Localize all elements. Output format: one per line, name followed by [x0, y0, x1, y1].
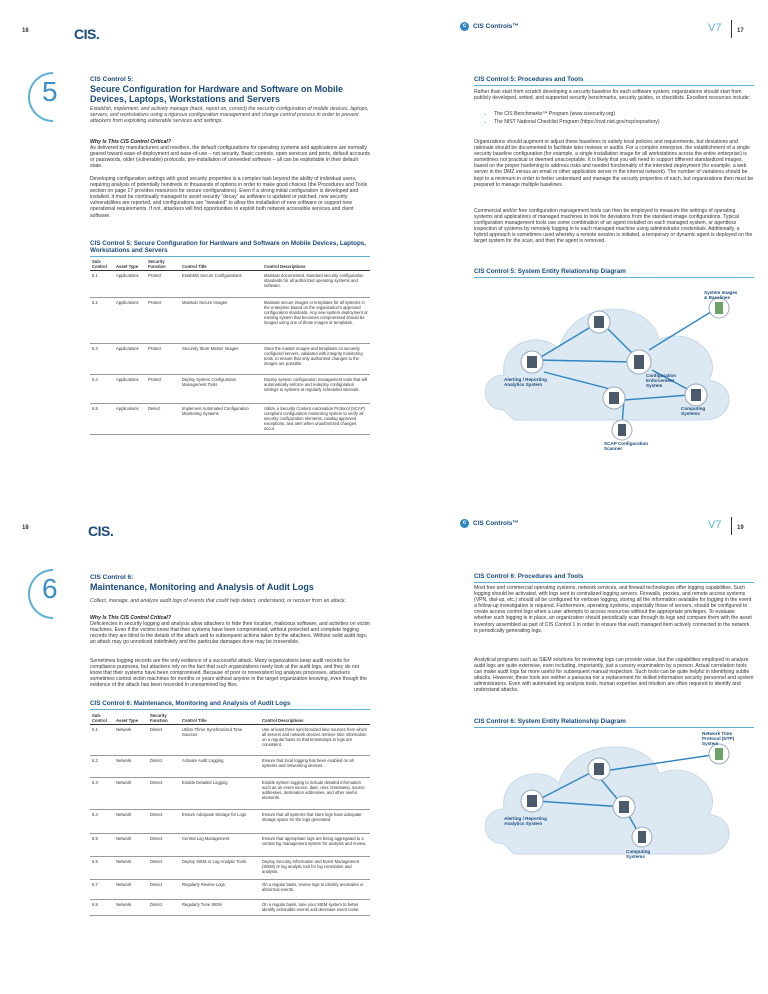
svg-text:Network Time: Network Time [702, 731, 733, 736]
col-security-function: Security Function [148, 712, 180, 725]
svg-text:Alerting / Reporting: Alerting / Reporting [504, 377, 547, 382]
svg-text:Enforcement: Enforcement [646, 378, 675, 383]
procedures-paragraph-3: Commercial and/or free configuration management tools can then be employed to measure the settings of operating systems and applications of managed machines to look for deviations from the standard image configurations. Typical configuration management tools use some combination of an agent installed on each managed system, or agentless inspection of systems by remotely logging in to each managed machine using administrator credentials. Additionally, a hybrid approach is sometimes used whereby a remote session is initiated, a temporary or dynamic agent is deployed on the target system for the scan, and then the agent is removed. [474, 208, 753, 245]
control-label: CIS Control 5: [90, 76, 134, 83]
erd-heading: CIS Control 5: System Entity Relationship Diagram [474, 268, 754, 278]
col-control-description: Control Descriptions [262, 258, 370, 271]
server-icon [709, 744, 729, 764]
page-18 [0, 497, 384, 994]
cis-logo-icon: CIS. [74, 26, 100, 42]
svg-text:Computing: Computing [681, 406, 706, 411]
col-security-function: Security Function [146, 258, 180, 271]
list-item: • The NIST National Checklist Program (https://nvd.nist.gov/ncp/repository) [494, 118, 754, 126]
cis-controls-header: c CIS Controls™ [460, 519, 519, 528]
computer-icon [603, 387, 625, 409]
control-intro: Collect, manage, and analyze audit logs of events that could help detect, understand, or recover from an attack. [90, 598, 347, 604]
table-title: CIS Control 6: Maintenance, Monitoring and Analysis of Audit Logs [90, 700, 370, 710]
version-label: V7 [708, 519, 722, 531]
procedures-heading: CIS Control 5: Procedures and Tools [474, 76, 754, 86]
page-number: 17 [737, 28, 744, 34]
svg-text:Computing: Computing [626, 849, 651, 854]
header-divider [731, 517, 732, 535]
table-row: 5.5 Applications Detect Implement Automated Configuration Monitoring Systems Utilize a Security Content Automation Protocol (SCAP) compliant configuration monitoring system to verify all security configuration elements, catalog approved exceptions, and alert when unauthorized changes occur. [90, 404, 370, 435]
svg-text:Analytics System: Analytics System [504, 382, 543, 387]
computer-icon [588, 311, 610, 333]
table-row: 6.4 Network Detect Ensure Adequate Storage for Logs Ensure that all systems that store logs have adequate storage space for the logs generated. [90, 810, 370, 834]
svg-text:Systems: Systems [626, 854, 645, 859]
svg-text:& Baselines: & Baselines [704, 295, 731, 300]
subcontrol-table [90, 712, 370, 916]
table-row: 5.2 Applications Protect Maintain Secure Images Maintain secure images or templates for all systems in the enterprise based on the organization’s approved configuration standards. Any new system deployment or existing system that becomes compromised should be imaged using one of those images or templates. [90, 298, 370, 344]
cis-controls-icon: c [460, 519, 469, 528]
procedures-paragraph-2: Analytical programs such as SIEM solutions for reviewing logs can provide value, but the capabilities employed to analyze audit logs are quite extensive, even including, importantly, just a cursory examination by a person. Actual correlation tools can make audit logs far more useful for subsequent manual inspection. Such tools can be quite helpful in identifying subtle attacks. However, these tools are neither a panacea nor a replacement for skilled information security personnel and system administrators. Even with automated log analysis tools, human expertise and intuition are often required to identify and understand attacks. [474, 657, 754, 694]
svg-text:Configuration: Configuration [646, 373, 677, 378]
col-asset-type: Asset Type [114, 712, 148, 725]
why-paragraph-2: Sometimes logging records are the only evidence of a successful attack. Many organizations keep audit records for compliance purposes, but attackers rely on the fact that such organizations rarely look at the audit logs, and they do not know that their systems have been compromised. Because of poor or nonexistent log analysis processes, attackers sometimes control victim machines for months or years without anyone in the target organization knowing, even though the evidence of the attack has been recorded in unexamined log files. [90, 658, 367, 689]
page-number: 18 [22, 525, 29, 531]
control-title: Secure Configuration for Hardware and Software on Mobile Devices, Laptops, Workstations and Servers [90, 84, 344, 104]
page-17 [384, 0, 768, 497]
procedures-paragraph-2: Organizations should augment or adjust these baselines to satisfy local policies and requirements, but deviations and rationale should be documented to facilitate later reviews or audits. For a complex enterprise, the establishment of a single security baseline configuration (for example, a single installation image for all workstations across the entire enterprise) is sometimes not practical or deemed unacceptable. It is likely that you will need to support different standardized images, based on the proper hardening to address risks and needed functionality of the intended deployment (for example, a web server in the DMZ versus an email or other application server in the internal network). The number of variations should be kept to a minimum in order to better understand and manage the security properties of each, but organizations then must be prepared to manage multiple baselines. [474, 139, 754, 188]
svg-text:Protocol (NTP): Protocol (NTP) [702, 736, 735, 741]
table-title: CIS Control 5: Secure Configuration for Hardware and Software on Mobile Devices, Laptops, Workstations and Servers [90, 240, 370, 257]
erd-diagram-6 [474, 729, 764, 879]
col-subcontrol: Sub-Control [90, 712, 114, 725]
page-19 [384, 497, 768, 994]
col-asset-type: Asset Type [114, 258, 146, 271]
svg-text:Scanner: Scanner [604, 446, 623, 451]
table-row: 6.5 Network Detect Central Log Management Ensure that appropriate logs are being aggregated to a central log management system for analysis and review. [90, 834, 370, 857]
subcontrol-table [90, 258, 370, 435]
svg-text:System Images: System Images [704, 290, 738, 295]
why-heading: Why Is This CIS Control Critical? [90, 615, 171, 621]
computer-icon [685, 384, 707, 406]
version-label: V7 [708, 22, 722, 34]
server-icon [613, 796, 635, 818]
table-row: 5.4 Applications Protect Deploy System Configuration Management Tools Deploy system configuration management tools that will automatically enforce and redeploy configuration settings to systems at regularly scheduled intervals. [90, 375, 370, 404]
svg-text:Systems: Systems [681, 411, 700, 416]
svg-text:Analytics System: Analytics System [504, 821, 543, 826]
why-paragraph-1: Deficiencies in security logging and analysis allow attackers to hide their location, malicious software, and activities on victim machines. Even if the victims know that their systems have been compromised, without protected and complete logging records they are blind to the details of the attack and to subsequent actions taken by the attackers. Without solid audit logs, an attack may go unnoticed indefinitely and the particular damages done may be irreversible. [90, 621, 371, 646]
table-row: 6.1 Network Detect Utilize Three Synchronized Time Sources Use at least three synchronized time sources from which all servers and network devices retrieve time information on a regular basis so that timestamps in logs are consistent. [90, 725, 370, 756]
svg-text:Alerting / Reporting: Alerting / Reporting [504, 816, 547, 821]
table-row: 6.8 Network Detect Regularly Tune SIEM On a regular basis, tune your SIEM system to better identify actionable events and decrease event noise. [90, 900, 370, 916]
page-number: 16 [22, 28, 29, 34]
control-number: 6 [42, 573, 58, 604]
control-label: CIS Control 6: [90, 574, 134, 581]
list-item: • The CIS Benchmarks™ Program (www.cisecurity.org) [494, 110, 754, 118]
svg-text:System: System [702, 741, 719, 746]
why-heading: Why Is This CIS Control Critical? [90, 139, 171, 145]
server-icon [709, 298, 729, 318]
cis-controls-icon: c [460, 22, 469, 31]
page-16 [0, 0, 384, 497]
procedures-paragraph-1: Most free and commercial operating systems, network services, and firewall technologies offer logging capabilities. Such logging should be activated, with logs sent to centralized logging servers. Firewalls, proxies, and remote access systems (VPN, dial-up, etc.) should all be configured for verbose logging, storing all the information available for logging in the event a follow-up investigation is required. Furthermore, operating systems, especially those of servers, should be configured to create access control logs when a user attempts to access resources without the appropriate privileges. To evaluate whether such logging is in place, an organization should periodically scan through its logs and compare them with the asset inventory assembled as part of CIS Control 1 in order to ensure that each managed item actively connected to the network is periodically generating logs. [474, 585, 752, 634]
table-row: 6.6 Network Detect Deploy SIEM or Log Analytic Tools Deploy Security Information and Event Management (SIEM) or log analytic tool for log correlation and analysis. [90, 857, 370, 880]
table-row: 5.3 Applications Protect Securely Store Master Images Store the master images and templates on securely configured servers, validated with integrity monitoring tools, to ensure that only authorized changes to the images are possible. [90, 344, 370, 375]
cis-logo-icon: CIS. [88, 523, 114, 539]
why-paragraph-1: As delivered by manufacturers and resellers, the default configurations for operating systems and applications are normally geared toward ease-of-deployment and ease-of-use – not security. Basic controls, open services and ports, default accounts or passwords, older (vulnerable) protocols, pre-installation of unneeded software – all can be exploitable in their default state. [90, 145, 370, 170]
col-control-title: Control Title [180, 258, 262, 271]
computer-icon [521, 790, 543, 812]
procedures-paragraph-1: Rather than start from scratch developing a security baseline for each software system, organizations should start from publicly developed, vetted, and supported security benchmarks, security guides, or checklists. Excellent resources include: [474, 89, 751, 102]
procedures-heading: CIS Control 6: Procedures and Tools [474, 573, 754, 583]
table-row: 6.7 Network Detect Regularly Review Logs On a regular basis, review logs to identify anomalies or abnormal events. [90, 880, 370, 900]
control-title: Maintenance, Monitoring and Analysis of Audit Logs [90, 582, 314, 592]
col-control-description: Control Descriptions [260, 712, 370, 725]
svg-text:SCAP Configuration: SCAP Configuration [604, 441, 649, 446]
server-icon [627, 350, 651, 374]
page-number: 19 [737, 525, 744, 531]
header-divider [731, 20, 732, 38]
table-row: 6.3 Network Detect Enable Detailed Logging Enable system logging to include detailed information such as an event source, date, user, timestamp, source addresses, destination addresses, and other useful elements. [90, 778, 370, 810]
computer-icon [588, 758, 610, 780]
computer-icon [632, 827, 652, 847]
cis-controls-header: c CIS Controls™ [460, 22, 519, 31]
erd-heading: CIS Control 6: System Entity Relationship Diagram [474, 718, 754, 728]
table-row: 5.1 Applications Protect Establish Secure Configurations Maintain documented, standard security configuration standards for all authorized operating systems and software. [90, 271, 370, 298]
computer-icon [612, 420, 632, 440]
resource-list [484, 110, 754, 126]
computer-icon [521, 351, 543, 373]
control-intro: Establish, implement, and actively manage (track, report on, correct) the security configuration of mobile devices, laptops, servers, and workstations using a rigorous configuration management and change control process in order to prevent attackers from exploiting vulnerable services and settings. [90, 106, 369, 125]
table-row: 6.2 Network Detect Activate Audit Logging Ensure that local logging has been enabled on all systems and networking devices. [90, 756, 370, 778]
col-control-title: Control Title [180, 712, 260, 725]
why-paragraph-2: Developing configuration settings with good security properties is a complex task beyond the ability of individual users, requiring analysis of potentially hundreds or thousands of options in order to make good choices (the Procedures and Tools section on page 17 provides resources for secure configurations). Even if a strong initial configuration is developed and installed, it must be continually managed to avoid security “decay” as software is updated or patched, new security vulnerabilities are reported, and configurations are “tweaked” to allow the installation of new software or support new operational requirements. If not, attackers will find opportunities to exploit both network accessible services and client software. [90, 176, 368, 219]
erd-diagram-5 [474, 280, 764, 455]
control-number: 5 [42, 76, 58, 107]
col-subcontrol: Sub-Control [90, 258, 114, 271]
svg-text:System: System [646, 383, 663, 388]
